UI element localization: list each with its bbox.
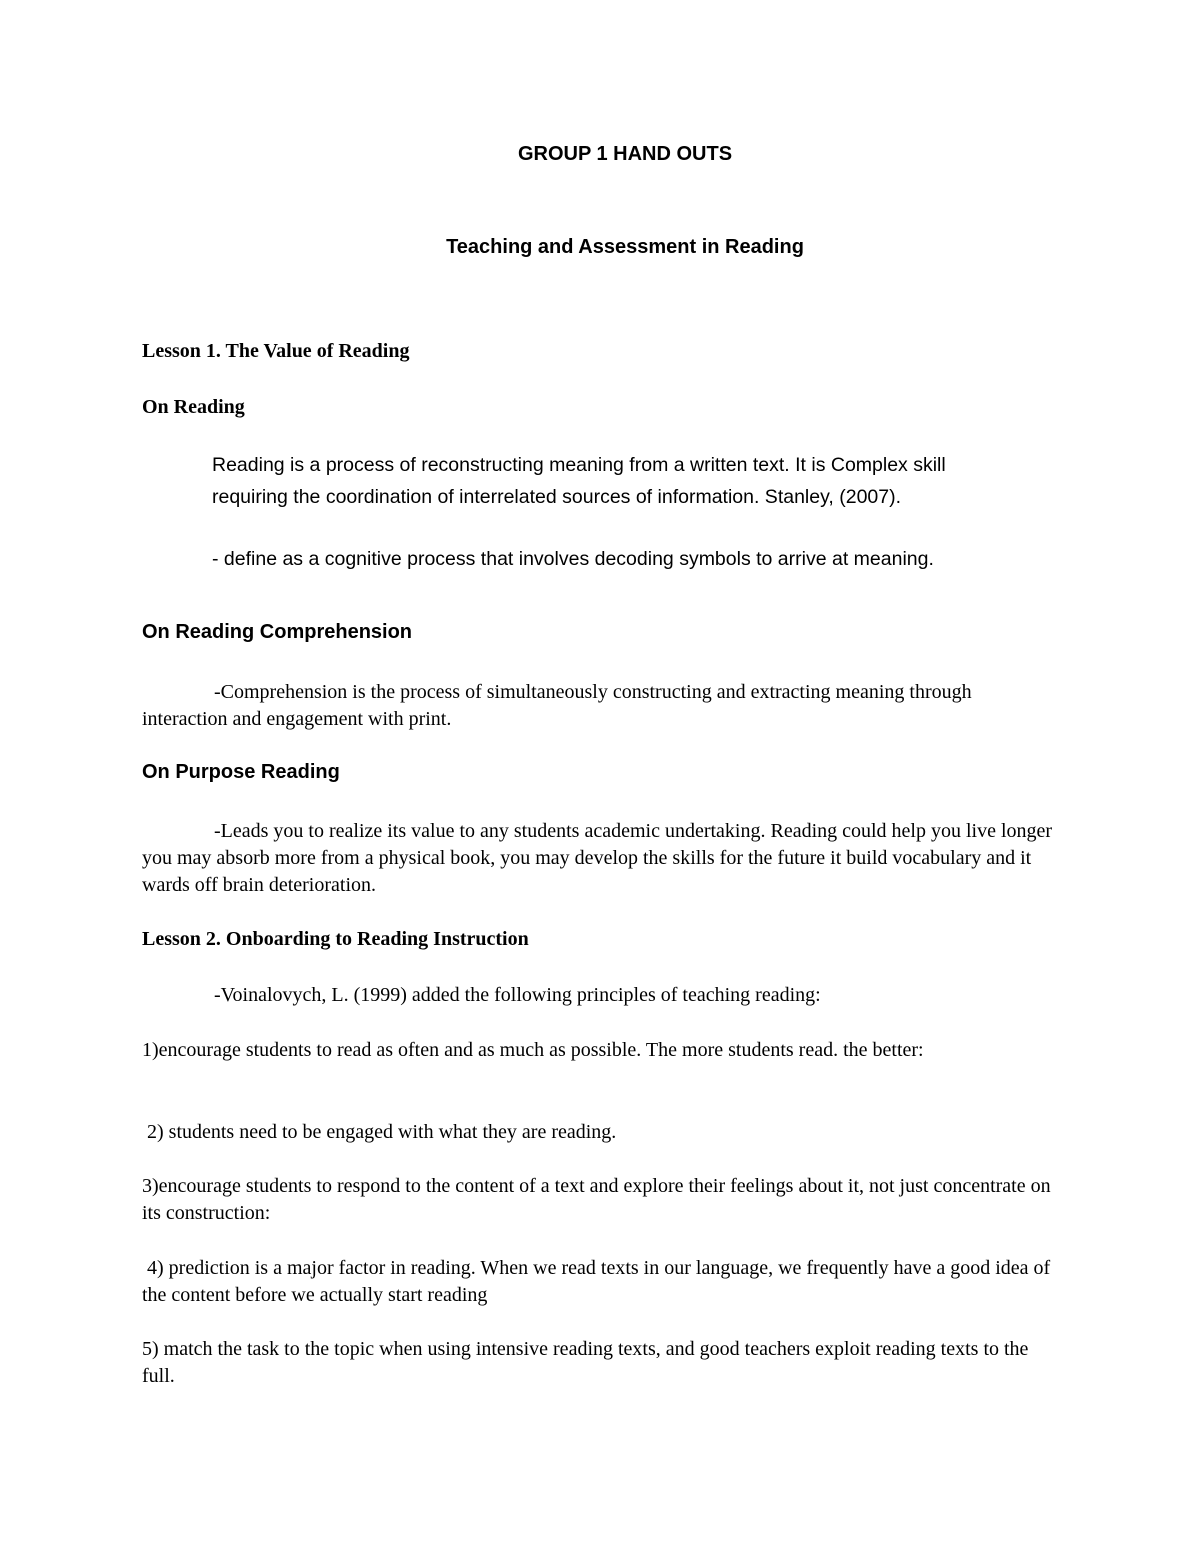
on-reading-definition-line-2: requiring the coordination of interrelated sources of information. Stanley, (2007). (212, 486, 902, 508)
principle-item-1: 1)encourage students to read as often and as much as possible. The more students read. the better: (142, 1039, 924, 1061)
lesson-2-intro: -Voinalovych, L. (1999) added the following principles of teaching reading: (214, 984, 821, 1006)
on-reading-comprehension-text: -Comprehension is the process of simultaneously constructing and extracting meaning through interaction and engagement with print. (142, 681, 972, 730)
on-purpose-reading-heading: On Purpose Reading (142, 761, 340, 783)
lesson-1-heading: Lesson 1. The Value of Reading (142, 340, 410, 362)
document-subtitle: Teaching and Assessment in Reading (446, 236, 804, 258)
document-title: GROUP 1 HAND OUTS (517, 143, 733, 165)
principle-item-4: 4) prediction is a major factor in reading. When we read texts in our language, we frequently have a good idea of the content before we actually start reading (142, 1257, 1056, 1306)
on-reading-define-note: - define as a cognitive process that involves decoding symbols to arrive at meaning. (212, 548, 934, 570)
on-reading-definition-line-1: Reading is a process of reconstructing meaning from a written text. It is Complex skill (212, 454, 946, 476)
principle-item-2: 2) students need to be engaged with what they are reading. (142, 1121, 617, 1143)
on-reading-heading: On Reading (142, 396, 245, 418)
principle-item-3: 3)encourage students to respond to the content of a text and explore their feelings about it, not just concentrate on its construction: (142, 1175, 1051, 1224)
on-purpose-reading-text: -Leads you to realize its value to any students academic undertaking. Reading could help you live longer you may absorb more from a physical book, you may develop the skills for the future it build vocabulary and it wards off brain deterioration. (142, 820, 1053, 896)
on-reading-comprehension-heading: On Reading Comprehension (142, 621, 413, 643)
lesson-2-heading: Lesson 2. Onboarding to Reading Instruction (142, 928, 529, 950)
principle-item-5: 5) match the task to the topic when using intensive reading texts, and good teachers exploit reading texts to the full. (142, 1338, 1029, 1387)
